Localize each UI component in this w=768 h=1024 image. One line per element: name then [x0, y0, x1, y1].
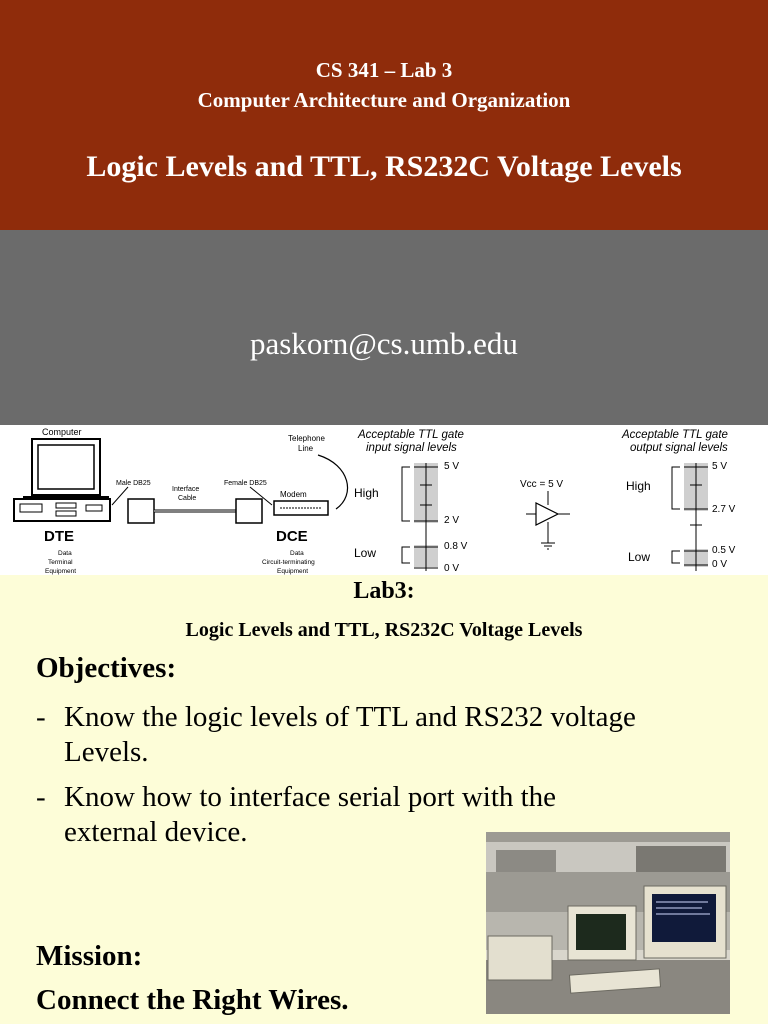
- dce-desc-2: Circuit-terminating: [262, 559, 315, 566]
- output-title-1: Acceptable TTL gate: [622, 429, 728, 441]
- bullet-marker: -: [36, 781, 46, 813]
- input-title-2: input signal levels: [366, 442, 457, 454]
- dte-desc-1: Data: [58, 550, 72, 557]
- computer-label: Computer: [42, 427, 82, 437]
- contact-email: paskorn@cs.umb.edu: [250, 326, 518, 361]
- output-2-7v: 2.7 V: [712, 504, 736, 515]
- mission-heading: Mission:: [36, 940, 143, 972]
- computer-illustration: [14, 439, 110, 521]
- vcc-label: Vcc = 5 V: [520, 479, 564, 490]
- output-high-label: High: [626, 479, 651, 493]
- input-5v: 5 V: [444, 461, 460, 472]
- objective-text: Know the logic levels of TTL and RS232 voltage Levels.: [64, 701, 636, 768]
- lab-subtitle: Logic Levels and TTL, RS232C Voltage Levels: [185, 619, 583, 641]
- bullet-marker: -: [36, 701, 46, 733]
- input-title-1: Acceptable TTL gate: [358, 429, 464, 441]
- buffer-gate-symbol: [526, 491, 570, 549]
- course-name: Computer Architecture and Organization: [197, 88, 571, 112]
- input-2v: 2 V: [444, 515, 460, 526]
- dce-desc-3: Equipment: [277, 568, 309, 575]
- slide-title: Logic Levels and TTL, RS232C Voltage Levels: [86, 150, 682, 183]
- dte-label: DTE: [44, 528, 74, 545]
- telephone-label-line1: Telephone: [288, 434, 325, 443]
- mission-text: Connect the Right Wires.: [36, 984, 349, 1016]
- input-0v: 0 V: [444, 563, 460, 574]
- output-0v: 0 V: [712, 559, 728, 570]
- interface-cable: [128, 499, 262, 523]
- title-banner: [0, 0, 768, 230]
- dte-desc-2: Terminal: [48, 559, 73, 566]
- female-connector-label: Female DB25: [224, 480, 267, 487]
- dce-label: DCE: [276, 528, 308, 545]
- cable-label-line2: Cable: [178, 495, 197, 502]
- objectives-heading: Objectives:: [36, 652, 177, 684]
- cable-label-line1: Interface: [172, 486, 200, 493]
- contact-band: [0, 230, 768, 425]
- male-connector-label: Male DB25: [116, 480, 151, 487]
- telephone-label-line2: Line: [298, 444, 314, 453]
- input-0-8v: 0.8 V: [444, 541, 468, 552]
- dte-desc-3: Equipment: [45, 568, 77, 575]
- output-0-5v: 0.5 V: [712, 545, 736, 556]
- serial-and-ttl-diagram: [0, 425, 768, 575]
- input-low-label: Low: [354, 546, 377, 560]
- output-title-2: output signal levels: [630, 442, 728, 454]
- objective-text: Know how to interface serial port with the external device.: [64, 781, 557, 848]
- course-code: CS 341 – Lab 3: [315, 58, 453, 82]
- output-5v: 5 V: [712, 461, 728, 472]
- dce-desc-1: Data: [290, 550, 304, 557]
- objective-item: [36, 700, 676, 770]
- lab-title: Lab3:: [353, 578, 415, 604]
- modem-label: Modem: [280, 490, 307, 499]
- lab-photo: [486, 832, 730, 1014]
- input-high-label: High: [354, 486, 379, 500]
- output-low-label: Low: [628, 550, 651, 564]
